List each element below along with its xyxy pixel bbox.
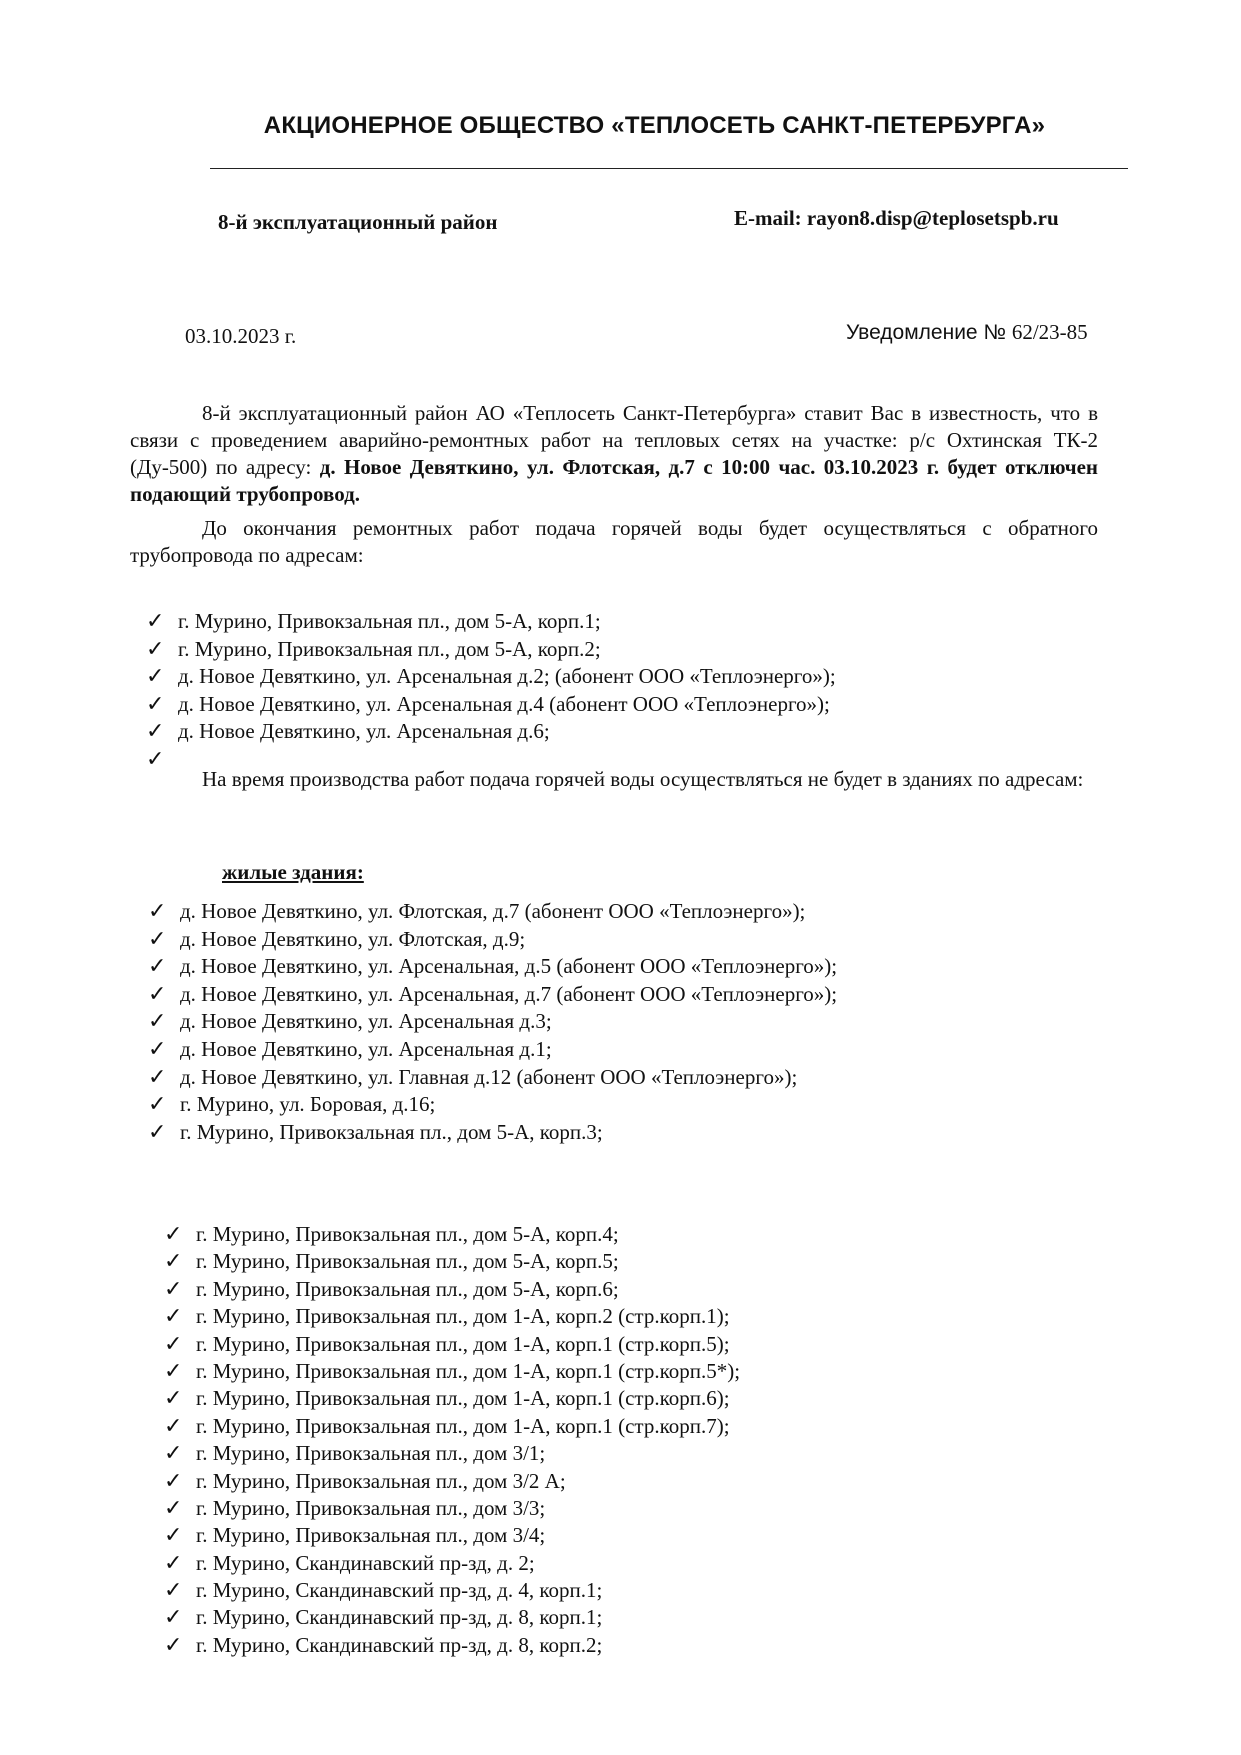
intro-paragraph-text: 8-й эксплуатационный район АО «Теплосеть Санкт-Петербурга» ставит Вас в известность, что в связи с проведением аварийно-ремонтных работ на тепловых сетях на участке: р/с Охтинская ТК-2 (Ду-500) по адресу: bbox=[130, 401, 1098, 479]
checkmark-icon: ✓ bbox=[164, 1276, 183, 1302]
checkmark-icon: ✓ bbox=[146, 746, 165, 772]
notice-number bbox=[846, 320, 1088, 345]
notice-number-value: 62/23-85 bbox=[1011, 320, 1088, 344]
checkmark-icon: ✓ bbox=[164, 1304, 183, 1330]
address-list-item bbox=[164, 1550, 740, 1577]
address-text: г. Мурино, Привокзальная пл., дом 3/4; bbox=[196, 1523, 546, 1548]
address-list-item bbox=[148, 926, 837, 954]
address-list-item bbox=[146, 691, 836, 719]
address-text: г. Мурино, Привокзальная пл., дом 1-А, корп.1 (стр.корп.7); bbox=[196, 1413, 730, 1438]
address-text: г. Мурино, Привокзальная пл., дом 1-А, корп.1 (стр.корп.6); bbox=[196, 1386, 730, 1411]
checkmark-icon: ✓ bbox=[164, 1331, 183, 1357]
address-text: г. Мурино, Привокзальная пл., дом 3/3; bbox=[196, 1495, 546, 1520]
checkmark-icon: ✓ bbox=[164, 1495, 183, 1521]
address-list-item bbox=[148, 1036, 837, 1064]
checkmark-icon: ✓ bbox=[164, 1550, 183, 1576]
address-list-item bbox=[146, 663, 836, 691]
checkmark-icon: ✓ bbox=[148, 954, 167, 980]
no-hot-water-paragraph bbox=[130, 766, 1098, 793]
checkmark-icon: ✓ bbox=[146, 664, 165, 689]
checkmark-icon: ✓ bbox=[146, 719, 165, 744]
checkmark-icon: ✓ bbox=[146, 691, 165, 717]
residential-address-list bbox=[148, 898, 837, 1146]
no-hot-water-paragraph-text: На время производства работ подача горячей воды осуществляться не будет в зданиях по адресам: bbox=[202, 767, 1084, 791]
address-text: г. Мурино, Скандинавский пр-зд, д. 8, корп.2; bbox=[196, 1632, 603, 1657]
intro-paragraph-emphasis: д. Новое Девяткино, ул. Флотская, д.7 с 10:00 час. 03.10.2023 г. будет отключен подающий трубопровод. bbox=[130, 455, 1098, 506]
district-name: 8-й эксплуатационный район bbox=[218, 210, 498, 234]
checkmark-icon: ✓ bbox=[164, 1413, 183, 1439]
address-text: г. Мурино, Скандинавский пр-зд, д. 4, корп.1; bbox=[196, 1578, 603, 1603]
address-text: г. Мурино, Привокзальная пл., дом 5-А, корп.6; bbox=[196, 1276, 619, 1301]
intro-paragraph bbox=[130, 400, 1098, 508]
address-list-item bbox=[148, 1064, 837, 1092]
address-list-item bbox=[164, 1248, 740, 1275]
checkmark-icon: ✓ bbox=[148, 1119, 167, 1145]
address-list-item bbox=[146, 636, 836, 664]
address-text: г. Мурино, Привокзальная пл., дом 5-А, корп.5; bbox=[196, 1249, 619, 1274]
checkmark-icon: ✓ bbox=[164, 1358, 183, 1384]
checkmark-icon: ✓ bbox=[164, 1468, 183, 1494]
address-text: г. Мурино, Привокзальная пл., дом 5-А, корп.1; bbox=[178, 609, 601, 633]
checkmark-icon: ✓ bbox=[148, 899, 167, 924]
address-text: д. Новое Девяткино, ул. Флотская, д.7 (абонент ООО «Теплоэнерго»); bbox=[180, 899, 806, 923]
checkmark-icon: ✓ bbox=[148, 1036, 167, 1062]
address-list-item bbox=[164, 1522, 740, 1549]
address-text: г. Мурино, ул. Боровая, д.16; bbox=[180, 1092, 436, 1117]
organization-title-text: АКЦИОНЕРНОЕ ОБЩЕСТВО «ТЕПЛОСЕТЬ САНКТ-ПЕТЕРБУРГА» bbox=[263, 112, 1046, 139]
address-list-item bbox=[164, 1468, 740, 1495]
address-text: г. Мурино, Привокзальная пл., дом 1-А, корп.1 (стр.корп.5*); bbox=[196, 1358, 741, 1383]
address-list-item bbox=[164, 1221, 740, 1248]
address-list-item bbox=[164, 1385, 740, 1412]
checkmark-icon: ✓ bbox=[164, 1578, 183, 1604]
checkmark-icon: ✓ bbox=[148, 981, 167, 1007]
address-list-item bbox=[148, 1119, 837, 1147]
address-list-item bbox=[164, 1604, 740, 1631]
address-text: д. Новое Девяткино, ул. Арсенальная д.2; (абонент ООО «Теплоэнерго»); bbox=[178, 664, 836, 688]
address-text: г. Мурино, Привокзальная пл., дом 1-А, корп.1 (стр.корп.5); bbox=[196, 1331, 730, 1356]
checkmark-icon: ✓ bbox=[148, 1092, 167, 1118]
address-list-item bbox=[148, 1091, 837, 1119]
address-list-item bbox=[148, 898, 837, 926]
address-text: г. Мурино, Привокзальная пл., дом 5-А, корп.3; bbox=[180, 1119, 603, 1144]
organization-title bbox=[0, 112, 1241, 140]
address-text: д. Новое Девяткино, ул. Арсенальная д.4 (абонент ООО «Теплоэнерго»); bbox=[178, 691, 830, 716]
address-text: г. Мурино, Скандинавский пр-зд, д. 8, корп.1; bbox=[196, 1605, 603, 1630]
contact-email: E-mail: rayon8.disp@teplosetspb.ru bbox=[734, 206, 1059, 230]
checkmark-icon: ✓ bbox=[164, 1632, 183, 1658]
address-list-item bbox=[164, 1413, 740, 1440]
address-list-item bbox=[148, 981, 837, 1009]
address-list-item bbox=[148, 1008, 837, 1036]
notice-date: 03.10.2023 г. bbox=[185, 324, 297, 348]
address-list-item bbox=[164, 1495, 740, 1522]
address-text: д. Новое Девяткино, ул. Арсенальная, д.7 (абонент ООО «Теплоэнерго»); bbox=[180, 981, 838, 1006]
residential-buildings-heading: жилые здания: bbox=[222, 860, 364, 884]
address-text: г. Мурино, Привокзальная пл., дом 5-А, корп.4; bbox=[196, 1222, 619, 1246]
checkmark-icon: ✓ bbox=[164, 1386, 183, 1412]
address-list-item bbox=[146, 608, 836, 636]
residential-address-list-continued bbox=[164, 1221, 740, 1659]
checkmark-icon: ✓ bbox=[164, 1441, 183, 1467]
address-list-item bbox=[164, 1358, 740, 1385]
address-text: д. Новое Девяткино, ул. Арсенальная д.1; bbox=[180, 1036, 552, 1061]
address-list-item bbox=[164, 1440, 740, 1467]
checkmark-icon: ✓ bbox=[164, 1523, 183, 1549]
address-text: г. Мурино, Привокзальная пл., дом 3/1; bbox=[196, 1441, 546, 1466]
address-text: д. Новое Девяткино, ул. Арсенальная д.3; bbox=[180, 1009, 552, 1034]
checkmark-icon: ✓ bbox=[164, 1222, 183, 1247]
address-list-item bbox=[148, 953, 837, 981]
notice-number-label: Уведомление № bbox=[846, 321, 1006, 344]
address-list-item bbox=[146, 718, 836, 746]
checkmark-icon: ✓ bbox=[148, 926, 167, 952]
checkmark-icon: ✓ bbox=[164, 1605, 183, 1631]
address-list-item bbox=[164, 1577, 740, 1604]
checkmark-icon: ✓ bbox=[148, 1064, 167, 1090]
address-text: д. Новое Девяткино, ул. Главная д.12 (абонент ООО «Теплоэнерго»); bbox=[180, 1064, 798, 1089]
address-text: г. Мурино, Привокзальная пл., дом 5-А, корп.2; bbox=[178, 636, 601, 661]
checkmark-icon: ✓ bbox=[146, 609, 165, 634]
address-text: д. Новое Девяткино, ул. Арсенальная д.6; bbox=[178, 719, 550, 743]
address-list-item bbox=[164, 1632, 740, 1659]
return-supply-paragraph bbox=[130, 515, 1098, 569]
address-list-item bbox=[164, 1276, 740, 1303]
address-text: д. Новое Девяткино, ул. Арсенальная, д.5 (абонент ООО «Теплоэнерго»); bbox=[180, 954, 838, 979]
address-text: г. Мурино, Привокзальная пл., дом 1-А, корп.2 (стр.корп.1); bbox=[196, 1304, 730, 1329]
address-list-item bbox=[164, 1303, 740, 1330]
return-supply-paragraph-text: До окончания ремонтных работ подача горячей воды будет осуществляться с обратного трубопровода по адресам: bbox=[130, 516, 1098, 567]
checkmark-icon: ✓ bbox=[148, 1009, 167, 1035]
header-divider bbox=[210, 168, 1128, 169]
address-text: г. Мурино, Привокзальная пл., дом 3/2 А; bbox=[196, 1468, 566, 1493]
address-text: д. Новое Девяткино, ул. Флотская, д.9; bbox=[180, 926, 526, 951]
address-text: г. Мурино, Скандинавский пр-зд, д. 2; bbox=[196, 1550, 535, 1575]
checkmark-icon: ✓ bbox=[164, 1249, 183, 1275]
address-list-item bbox=[164, 1331, 740, 1358]
return-supply-address-list bbox=[146, 608, 836, 773]
checkmark-icon: ✓ bbox=[146, 636, 165, 662]
